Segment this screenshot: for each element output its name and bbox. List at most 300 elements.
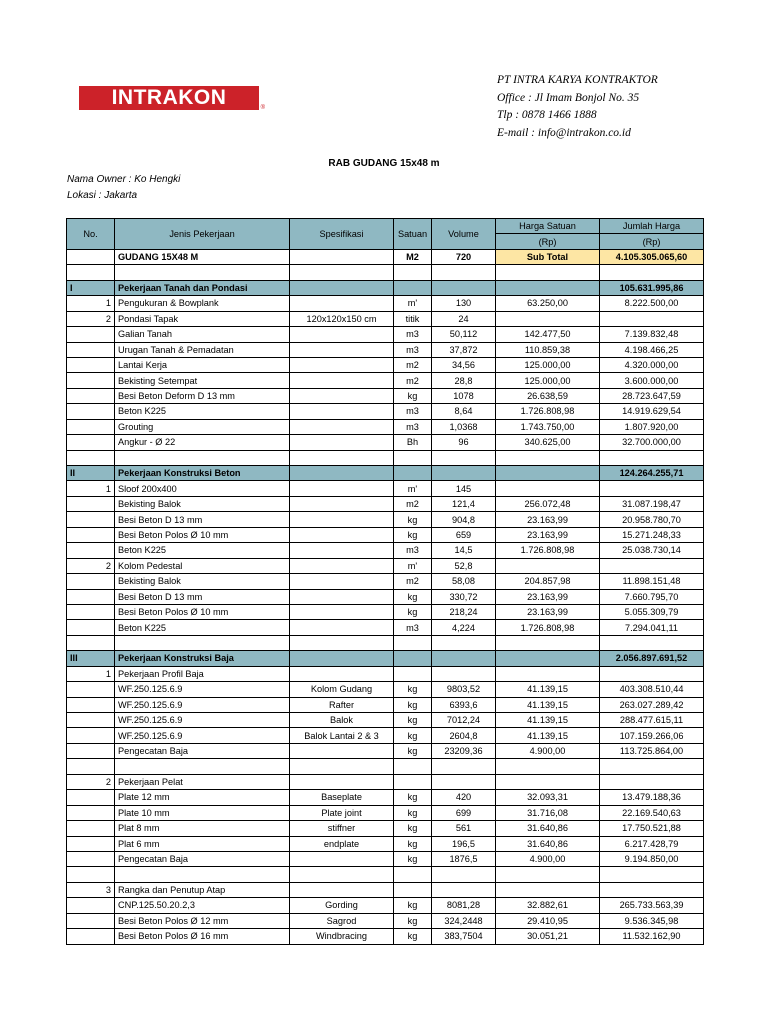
cell-satuan: kg — [394, 913, 432, 928]
cell-volume: 659 — [432, 527, 496, 542]
cell-volume: 28,8 — [432, 373, 496, 388]
cell-jenis-pekerjaan: WF.250.125.6.9 — [115, 682, 290, 697]
cell-no — [67, 851, 115, 866]
cell-volume: 1,0368 — [432, 419, 496, 434]
cell-harga-satuan — [496, 759, 600, 774]
table-row — [67, 558, 704, 573]
table-header — [67, 219, 704, 250]
cell-jenis-pekerjaan: Pondasi Tapak — [115, 311, 290, 326]
cell-volume: 23209,36 — [432, 743, 496, 758]
cell-jumlah-harga: 9.536.345,98 — [600, 913, 704, 928]
cell-jumlah-harga: 9.194.850,00 — [600, 851, 704, 866]
table-row — [67, 836, 704, 851]
cell-no — [67, 249, 115, 264]
cell-no — [67, 404, 115, 419]
table-row — [67, 543, 704, 558]
table-row — [67, 574, 704, 589]
cell-jumlah-harga: 124.264.255,71 — [600, 466, 704, 481]
cell-spesifikasi: stiffner — [290, 821, 394, 836]
cell-harga-satuan — [496, 311, 600, 326]
cell-spesifikasi — [290, 743, 394, 758]
cell-volume: 4,224 — [432, 620, 496, 635]
header-satuan: Satuan — [394, 219, 432, 250]
table-row — [67, 419, 704, 434]
cell-satuan: kg — [394, 697, 432, 712]
cell-spesifikasi: Plate joint — [290, 805, 394, 820]
table-row — [67, 898, 704, 913]
cell-jenis-pekerjaan: GUDANG 15X48 M — [115, 249, 290, 264]
cell-satuan — [394, 280, 432, 295]
section-row — [67, 280, 704, 295]
cell-spesifikasi — [290, 589, 394, 604]
cell-harga-satuan: 125.000,00 — [496, 373, 600, 388]
cell-satuan: m' — [394, 296, 432, 311]
cell-jumlah-harga: 25.038.730,14 — [600, 543, 704, 558]
cell-jenis-pekerjaan: Besi Beton Polos Ø 16 mm — [115, 929, 290, 944]
blank-row — [67, 867, 704, 882]
cell-harga-satuan — [496, 558, 600, 573]
cell-harga-satuan: 23.163,99 — [496, 589, 600, 604]
cell-satuan: Bh — [394, 435, 432, 450]
cell-jenis-pekerjaan: Pekerjaan Tanah dan Pondasi — [115, 280, 290, 295]
cell-jenis-pekerjaan: Plat 6 mm — [115, 836, 290, 851]
cell-no — [67, 898, 115, 913]
cell-no — [67, 342, 115, 357]
cell-jenis-pekerjaan: Grouting — [115, 419, 290, 434]
cell-no — [67, 759, 115, 774]
cell-jenis-pekerjaan: Pengukuran & Bowplank — [115, 296, 290, 311]
cell-jumlah-harga: 5.055.309,79 — [600, 604, 704, 619]
project-location: Lokasi : Jakarta — [67, 189, 138, 201]
table-row — [67, 821, 704, 836]
summary-row — [67, 249, 704, 264]
company-name: PT INTRA KARYA KONTRAKTOR — [497, 74, 658, 86]
table-row — [67, 327, 704, 342]
cell-harga-satuan — [496, 882, 600, 897]
table-row — [67, 373, 704, 388]
cell-jenis-pekerjaan: Pengecatan Baja — [115, 851, 290, 866]
cell-satuan: m3 — [394, 620, 432, 635]
table-row — [67, 805, 704, 820]
cell-harga-satuan: 1.743.750,00 — [496, 419, 600, 434]
cell-satuan — [394, 466, 432, 481]
blank-row — [67, 635, 704, 650]
cell-jumlah-harga: 263.027.289,42 — [600, 697, 704, 712]
cell-jenis-pekerjaan: Bekisting Balok — [115, 496, 290, 511]
cell-satuan — [394, 774, 432, 789]
cell-jumlah-harga: 11.532.162,90 — [600, 929, 704, 944]
header-jenis-pekerjaan: Jenis Pekerjaan — [115, 219, 290, 250]
cell-harga-satuan — [496, 635, 600, 650]
cell-volume — [432, 265, 496, 280]
cell-volume — [432, 450, 496, 465]
blank-row — [67, 759, 704, 774]
cell-volume: 8,64 — [432, 404, 496, 419]
table-row — [67, 604, 704, 619]
cell-jenis-pekerjaan — [115, 635, 290, 650]
cell-satuan — [394, 450, 432, 465]
cell-no — [67, 543, 115, 558]
cell-harga-satuan: 31.716,08 — [496, 805, 600, 820]
cell-harga-satuan: 340.625,00 — [496, 435, 600, 450]
table-row — [67, 481, 704, 496]
table-row — [67, 790, 704, 805]
cell-harga-satuan: 125.000,00 — [496, 357, 600, 372]
blank-row — [67, 265, 704, 280]
cell-no — [67, 388, 115, 403]
cell-harga-satuan: 1.726.808,98 — [496, 404, 600, 419]
cell-jumlah-harga — [600, 265, 704, 280]
cell-no — [67, 913, 115, 928]
cell-satuan: kg — [394, 682, 432, 697]
cell-jumlah-harga: 14.919.629,54 — [600, 404, 704, 419]
cell-jumlah-harga — [600, 481, 704, 496]
cell-harga-satuan: 142.477,50 — [496, 327, 600, 342]
cell-satuan: kg — [394, 512, 432, 527]
table-row — [67, 496, 704, 511]
table-row — [67, 342, 704, 357]
cell-volume — [432, 867, 496, 882]
cell-harga-satuan — [496, 481, 600, 496]
cell-jumlah-harga — [600, 882, 704, 897]
cell-jumlah-harga — [600, 450, 704, 465]
cell-jumlah-harga: 28.723.647,59 — [600, 388, 704, 403]
cell-satuan: m3 — [394, 342, 432, 357]
cell-spesifikasi — [290, 774, 394, 789]
cell-volume: 218,24 — [432, 604, 496, 619]
cell-satuan — [394, 635, 432, 650]
cell-satuan: kg — [394, 388, 432, 403]
table-row — [67, 589, 704, 604]
cell-spesifikasi: Balok — [290, 713, 394, 728]
cell-no — [67, 435, 115, 450]
cell-satuan: kg — [394, 929, 432, 944]
cell-harga-satuan — [496, 651, 600, 666]
cell-volume: 130 — [432, 296, 496, 311]
cell-satuan: m3 — [394, 419, 432, 434]
cell-satuan: kg — [394, 728, 432, 743]
cell-jumlah-harga: 31.087.198,47 — [600, 496, 704, 511]
cell-no — [67, 589, 115, 604]
cell-spesifikasi — [290, 604, 394, 619]
document-meta — [67, 172, 180, 203]
cell-satuan: m3 — [394, 327, 432, 342]
cell-no — [67, 527, 115, 542]
cell-jumlah-harga — [600, 558, 704, 573]
cell-jenis-pekerjaan: WF.250.125.6.9 — [115, 728, 290, 743]
cell-spesifikasi: Baseplate — [290, 790, 394, 805]
cell-jenis-pekerjaan: Sloof 200x400 — [115, 481, 290, 496]
cell-harga-satuan — [496, 280, 600, 295]
table-row — [67, 527, 704, 542]
cell-harga-satuan: 41.139,15 — [496, 682, 600, 697]
cell-satuan: kg — [394, 743, 432, 758]
cell-jumlah-harga: 107.159.266,06 — [600, 728, 704, 743]
cell-volume: 6393,6 — [432, 697, 496, 712]
cell-no — [67, 450, 115, 465]
cell-harga-satuan: 32.882,61 — [496, 898, 600, 913]
cell-jumlah-harga: 13.479.188,36 — [600, 790, 704, 805]
cell-harga-satuan: 41.139,15 — [496, 697, 600, 712]
cell-jenis-pekerjaan: Besi Beton Deform D 13 mm — [115, 388, 290, 403]
cell-jenis-pekerjaan: Bekisting Balok — [115, 574, 290, 589]
table-row — [67, 774, 704, 789]
cell-jenis-pekerjaan: WF.250.125.6.9 — [115, 713, 290, 728]
cell-jumlah-harga: 11.898.151,48 — [600, 574, 704, 589]
cell-no: 2 — [67, 774, 115, 789]
cell-jenis-pekerjaan: Pekerjaan Pelat — [115, 774, 290, 789]
owner-name: Nama Owner : Ko Hengki — [67, 174, 181, 185]
cell-harga-satuan: 26.638,59 — [496, 388, 600, 403]
document-title: RAB GUDANG 15x48 m — [328, 158, 440, 169]
cell-no — [67, 574, 115, 589]
cell-volume — [432, 466, 496, 481]
cell-jenis-pekerjaan: Plate 12 mm — [115, 790, 290, 805]
cell-spesifikasi — [290, 651, 394, 666]
header-harga-satuan-unit: (Rp) — [496, 234, 600, 249]
cell-volume: 196,5 — [432, 836, 496, 851]
cell-harga-satuan: 23.163,99 — [496, 512, 600, 527]
cell-spesifikasi: endplate — [290, 836, 394, 851]
cell-volume: 24 — [432, 311, 496, 326]
cell-jumlah-harga: 105.631.995,86 — [600, 280, 704, 295]
header-no: No. — [67, 219, 115, 250]
cell-volume — [432, 882, 496, 897]
table-row — [67, 666, 704, 681]
cell-jumlah-harga: 6.217.428,79 — [600, 836, 704, 851]
cell-spesifikasi — [290, 357, 394, 372]
cell-harga-satuan — [496, 666, 600, 681]
company-office: Office : Jl Imam Bonjol No. 35 — [497, 91, 640, 104]
cell-spesifikasi — [290, 280, 394, 295]
cell-jenis-pekerjaan: Urugan Tanah & Pemadatan — [115, 342, 290, 357]
cell-spesifikasi — [290, 327, 394, 342]
company-phone: Tlp : 0878 1466 1888 — [497, 109, 597, 121]
cell-no: 1 — [67, 296, 115, 311]
cell-satuan: kg — [394, 805, 432, 820]
cell-jenis-pekerjaan: Besi Beton D 13 mm — [115, 512, 290, 527]
cell-satuan: kg — [394, 821, 432, 836]
cell-no: 1 — [67, 666, 115, 681]
cell-satuan: m2 — [394, 574, 432, 589]
cell-no — [67, 512, 115, 527]
logo-text: INTRAKON — [79, 86, 259, 110]
cell-jumlah-harga: 8.222.500,00 — [600, 296, 704, 311]
table-row — [67, 929, 704, 944]
cell-jenis-pekerjaan: Besi Beton Polos Ø 10 mm — [115, 604, 290, 619]
cell-jenis-pekerjaan: Pekerjaan Konstruksi Beton — [115, 466, 290, 481]
cell-no — [67, 604, 115, 619]
cell-jenis-pekerjaan: Angkur - Ø 22 — [115, 435, 290, 450]
table-row — [67, 743, 704, 758]
table-body — [67, 249, 704, 944]
cell-spesifikasi — [290, 759, 394, 774]
cell-harga-satuan — [496, 466, 600, 481]
cell-satuan — [394, 759, 432, 774]
cell-jenis-pekerjaan: CNP.125.50.20.2,3 — [115, 898, 290, 913]
cell-harga-satuan: 1.726.808,98 — [496, 543, 600, 558]
cell-volume: 330,72 — [432, 589, 496, 604]
cell-jumlah-harga: 7.139.832,48 — [600, 327, 704, 342]
cell-no: 3 — [67, 882, 115, 897]
cell-jenis-pekerjaan: Besi Beton Polos Ø 10 mm — [115, 527, 290, 542]
cell-spesifikasi: Sagrod — [290, 913, 394, 928]
cell-no — [67, 265, 115, 280]
table-row — [67, 682, 704, 697]
cell-no — [67, 790, 115, 805]
cell-jenis-pekerjaan: Pengecatan Baja — [115, 743, 290, 758]
cell-harga-satuan: 204.857,98 — [496, 574, 600, 589]
table-row — [67, 697, 704, 712]
cell-jenis-pekerjaan: Lantai Kerja — [115, 357, 290, 372]
cell-jumlah-harga: 20.958.780,70 — [600, 512, 704, 527]
cell-volume: 324,2448 — [432, 913, 496, 928]
table-row — [67, 311, 704, 326]
cell-jumlah-harga — [600, 759, 704, 774]
cell-harga-satuan: 23.163,99 — [496, 527, 600, 542]
cell-satuan: m' — [394, 481, 432, 496]
cell-volume — [432, 759, 496, 774]
cell-harga-satuan: 31.640,86 — [496, 821, 600, 836]
cell-no — [67, 496, 115, 511]
cell-spesifikasi: Rafter — [290, 697, 394, 712]
cell-jumlah-harga: 113.725.864,00 — [600, 743, 704, 758]
cell-volume: 9803,52 — [432, 682, 496, 697]
cell-harga-satuan: 256.072,48 — [496, 496, 600, 511]
cell-jenis-pekerjaan: Beton K225 — [115, 620, 290, 635]
cell-harga-satuan: 4.900,00 — [496, 743, 600, 758]
cell-volume — [432, 635, 496, 650]
cell-jumlah-harga — [600, 635, 704, 650]
cell-volume: 383,7504 — [432, 929, 496, 944]
cell-jenis-pekerjaan — [115, 265, 290, 280]
cell-spesifikasi — [290, 265, 394, 280]
cell-no — [67, 929, 115, 944]
cell-spesifikasi — [290, 481, 394, 496]
cell-jumlah-harga: 1.807.920,00 — [600, 419, 704, 434]
cell-volume: 699 — [432, 805, 496, 820]
table-row — [67, 882, 704, 897]
cell-jumlah-harga — [600, 867, 704, 882]
cell-jumlah-harga: 7.294.041,11 — [600, 620, 704, 635]
cell-volume: 8081,28 — [432, 898, 496, 913]
cell-spesifikasi — [290, 450, 394, 465]
cell-spesifikasi — [290, 419, 394, 434]
cell-jenis-pekerjaan: Kolom Pedestal — [115, 558, 290, 573]
cell-spesifikasi — [290, 342, 394, 357]
cell-harga-satuan: 63.250,00 — [496, 296, 600, 311]
cell-jenis-pekerjaan — [115, 867, 290, 882]
cell-no: 1 — [67, 481, 115, 496]
cell-jumlah-harga: 288.477.615,11 — [600, 713, 704, 728]
cell-jumlah-harga — [600, 774, 704, 789]
cell-spesifikasi — [290, 620, 394, 635]
table-row — [67, 388, 704, 403]
cell-harga-satuan: 31.640,86 — [496, 836, 600, 851]
cell-spesifikasi — [290, 543, 394, 558]
cell-jumlah-harga: 22.169.540,63 — [600, 805, 704, 820]
cell-jumlah-harga: 17.750.521,88 — [600, 821, 704, 836]
cell-no — [67, 867, 115, 882]
cell-spesifikasi — [290, 249, 394, 264]
cell-spesifikasi: Windbracing — [290, 929, 394, 944]
cell-volume: 1876,5 — [432, 851, 496, 866]
cell-harga-satuan — [496, 265, 600, 280]
company-info — [497, 72, 658, 142]
cell-volume: 121,4 — [432, 496, 496, 511]
cell-harga-satuan — [496, 867, 600, 882]
cell-no: I — [67, 280, 115, 295]
cell-volume: 720 — [432, 249, 496, 264]
cell-satuan — [394, 651, 432, 666]
header-spesifikasi: Spesifikasi — [290, 219, 394, 250]
cell-jenis-pekerjaan: Plat 8 mm — [115, 821, 290, 836]
cell-satuan: M2 — [394, 249, 432, 264]
table-row — [67, 404, 704, 419]
cell-spesifikasi — [290, 404, 394, 419]
cell-volume — [432, 666, 496, 681]
cell-harga-satuan: 41.139,15 — [496, 728, 600, 743]
cell-harga-satuan: 110.859,38 — [496, 342, 600, 357]
cell-volume: 52,8 — [432, 558, 496, 573]
cell-jenis-pekerjaan — [115, 450, 290, 465]
company-email: E-mail : info@intrakon.co.id — [497, 126, 631, 139]
cell-volume: 50,112 — [432, 327, 496, 342]
cell-spesifikasi — [290, 496, 394, 511]
cell-spesifikasi: Gording — [290, 898, 394, 913]
table-row — [67, 357, 704, 372]
cell-jenis-pekerjaan: Beton K225 — [115, 404, 290, 419]
cell-satuan: kg — [394, 898, 432, 913]
cell-volume: 2604,8 — [432, 728, 496, 743]
cell-jenis-pekerjaan: Besi Beton D 13 mm — [115, 589, 290, 604]
table-row — [67, 620, 704, 635]
cell-no — [67, 805, 115, 820]
table-row — [67, 512, 704, 527]
cell-volume: 420 — [432, 790, 496, 805]
cell-jumlah-harga: 4.105.305.065,60 — [600, 249, 704, 264]
cell-jumlah-harga — [600, 311, 704, 326]
cell-no: 2 — [67, 311, 115, 326]
cell-jumlah-harga: 265.733.563,39 — [600, 898, 704, 913]
header-volume: Volume — [432, 219, 496, 250]
cell-no — [67, 635, 115, 650]
cell-spesifikasi — [290, 373, 394, 388]
cell-satuan: kg — [394, 604, 432, 619]
cell-jumlah-harga: 3.600.000,00 — [600, 373, 704, 388]
cell-satuan: kg — [394, 527, 432, 542]
cell-harga-satuan — [496, 774, 600, 789]
company-logo — [79, 86, 265, 112]
table-row — [67, 851, 704, 866]
cell-no — [67, 357, 115, 372]
cell-jenis-pekerjaan: Bekisting Setempat — [115, 373, 290, 388]
cell-jenis-pekerjaan — [115, 759, 290, 774]
cell-satuan: kg — [394, 589, 432, 604]
cell-satuan — [394, 882, 432, 897]
cell-jumlah-harga: 2.056.897.691,52 — [600, 651, 704, 666]
table-row — [67, 435, 704, 450]
cell-volume: 561 — [432, 821, 496, 836]
cell-jenis-pekerjaan: Pekerjaan Profil Baja — [115, 666, 290, 681]
cell-jenis-pekerjaan: Rangka dan Penutup Atap — [115, 882, 290, 897]
cell-jenis-pekerjaan: WF.250.125.6.9 — [115, 697, 290, 712]
cell-spesifikasi — [290, 851, 394, 866]
cell-volume: 34,56 — [432, 357, 496, 372]
cell-spesifikasi: Kolom Gudang — [290, 682, 394, 697]
cell-harga-satuan: 1.726.808,98 — [496, 620, 600, 635]
cell-spesifikasi — [290, 296, 394, 311]
